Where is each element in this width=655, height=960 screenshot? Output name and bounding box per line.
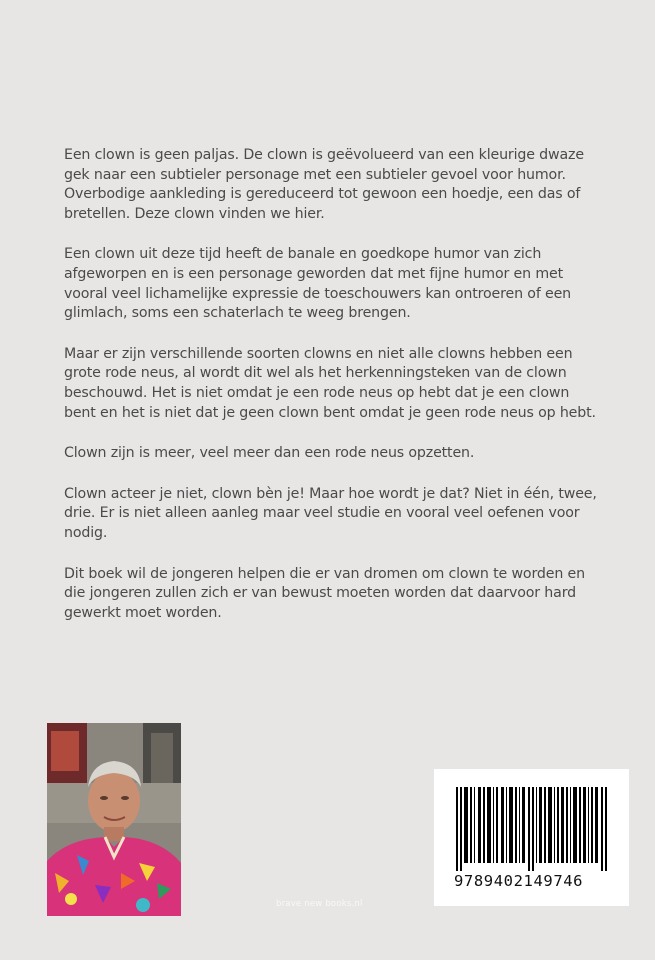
paragraph-5: Clown acteer je niet, clown bèn je! Maar hoe wordt je dat? Niet in één, twee, drie. Er is niet alleen aanleg maar veel studie en vooral veel oefenen voor nodig. [64,485,597,541]
author-photo [47,723,181,916]
paragraph-3: Maar er zijn verschillende soorten clowns en niet alle clowns hebben een grote rode neus, al wordt dit wel als het herkenningsteken van de clown beschouwd. Het is niet omdat je een rode neus op hebt dat je een clown bent en het is niet dat je geen clown bent omdat je geen rode neus op hebt. [64,345,596,421]
barcode-bars [456,787,608,871]
paragraph-6: Dit boek wil de jongeren helpen die er van dromen om clown te worden en die jongeren zullen zich er van bewust moeten worden dat daarvoor hard gewerkt moet worden. [64,565,585,621]
paragraph-4: Clown zijn is meer, veel meer dan een rode neus opzetten. [64,445,475,462]
paragraph-1: Een clown is geen paljas. De clown is geëvolueerd van een kleurige dwaze gek naar een subtieler personage met een subtieler gevoel voor humor. Overbodige aankleding is gereduceerd tot gewoon een hoedje, een das of bretellen. Deze clown vinden we hier. [64,147,584,222]
back-cover-text [64,146,604,644]
publisher-mark: brave new books.nl [276,899,363,909]
author-portrait-illustration [47,723,181,916]
isbn-number: 9789402149746 [454,872,584,890]
paragraph-2: Een clown uit deze tijd heeft de banale en goedkope humor van zich afgeworpen en is een personage geworden dat met fijne humor en met vooral veel lichamelijke expressie de toeschouwers kan ontroeren of een glimlach, soms een schaterlach te weeg brengen. [64,246,572,322]
barcode [434,769,629,906]
